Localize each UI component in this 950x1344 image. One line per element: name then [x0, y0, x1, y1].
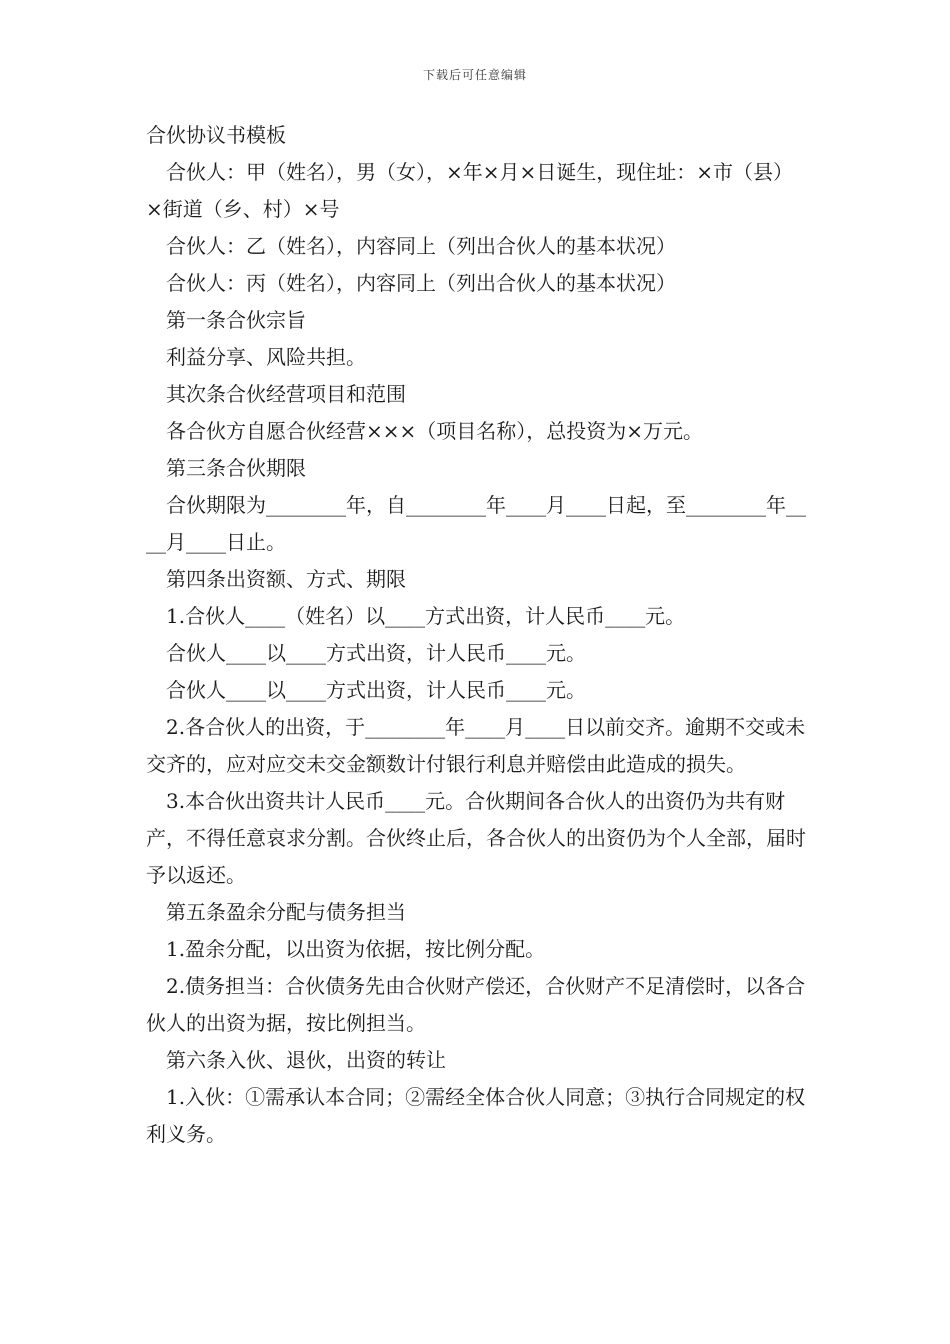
document-title: 合伙协议书模板	[146, 123, 286, 147]
article-4-item-3: 3.本合伙出资共计人民币____元。合伙期间各合伙人的出资仍为共有财产，不得任意哀求分割。合伙终止后，各合伙人的出资仍为个人全部，届时予以返还。	[146, 789, 806, 887]
article-6-heading: 第六条入伙、退伙，出资的转让	[166, 1048, 446, 1072]
article-5-item-2: 2.债务担当：合伙债务先由合伙财产偿还，合伙财产不足清偿时，以各合伙人的出资为据，按比例担当。	[146, 974, 806, 1035]
article-4-item-2: 2.各合伙人的出资，于________年____月____日以前交齐。逾期不交或未交齐的，应对应交未交金额数计付银行利息并赔偿由此造成的损失。	[146, 715, 806, 776]
article-3-heading: 第三条合伙期限	[166, 456, 306, 480]
article-4-item-1: 1.合伙人____（姓名）以____方式出资，计人民币____元。	[166, 604, 686, 628]
article-4-item-1c: 合伙人____以____方式出资，计人民币____元。	[166, 678, 586, 702]
article-2-heading: 其次条合伙经营项目和范围	[166, 382, 406, 406]
document-body	[146, 117, 808, 1153]
article-6-item-1: 1.入伙：①需承认本合同；②需经全体合伙人同意；③执行合同规定的权利义务。	[146, 1085, 806, 1146]
article-3-text: 合伙期限为________年，自________年____月____日起，至________年____月____日止。	[146, 493, 806, 554]
paragraph-partner-c: 合伙人：丙（姓名），内容同上（列出合伙人的基本状况）	[166, 271, 676, 295]
article-5-heading: 第五条盈余分配与债务担当	[166, 900, 406, 924]
article-5-item-1: 1.盈余分配，以出资为依据，按比例分配。	[166, 937, 546, 961]
article-1-text: 利益分享、风险共担。	[166, 345, 366, 369]
paragraph-partner-a: 合伙人：甲（姓名），男（女），×年×月×日诞生，现住址：×市（县）×街道（乡、村）×号	[146, 160, 794, 221]
page-header-note: 下载后可任意编辑	[422, 68, 527, 82]
paragraph-partner-b: 合伙人：乙（姓名），内容同上（列出合伙人的基本状况）	[166, 234, 676, 258]
article-4-item-1b: 合伙人____以____方式出资，计人民币____元。	[166, 641, 586, 665]
article-2-text: 各合伙方自愿合伙经营×××（项目名称），总投资为×万元。	[166, 419, 704, 443]
article-4-heading: 第四条出资额、方式、期限	[166, 567, 406, 591]
article-1-heading: 第一条合伙宗旨	[166, 308, 306, 332]
